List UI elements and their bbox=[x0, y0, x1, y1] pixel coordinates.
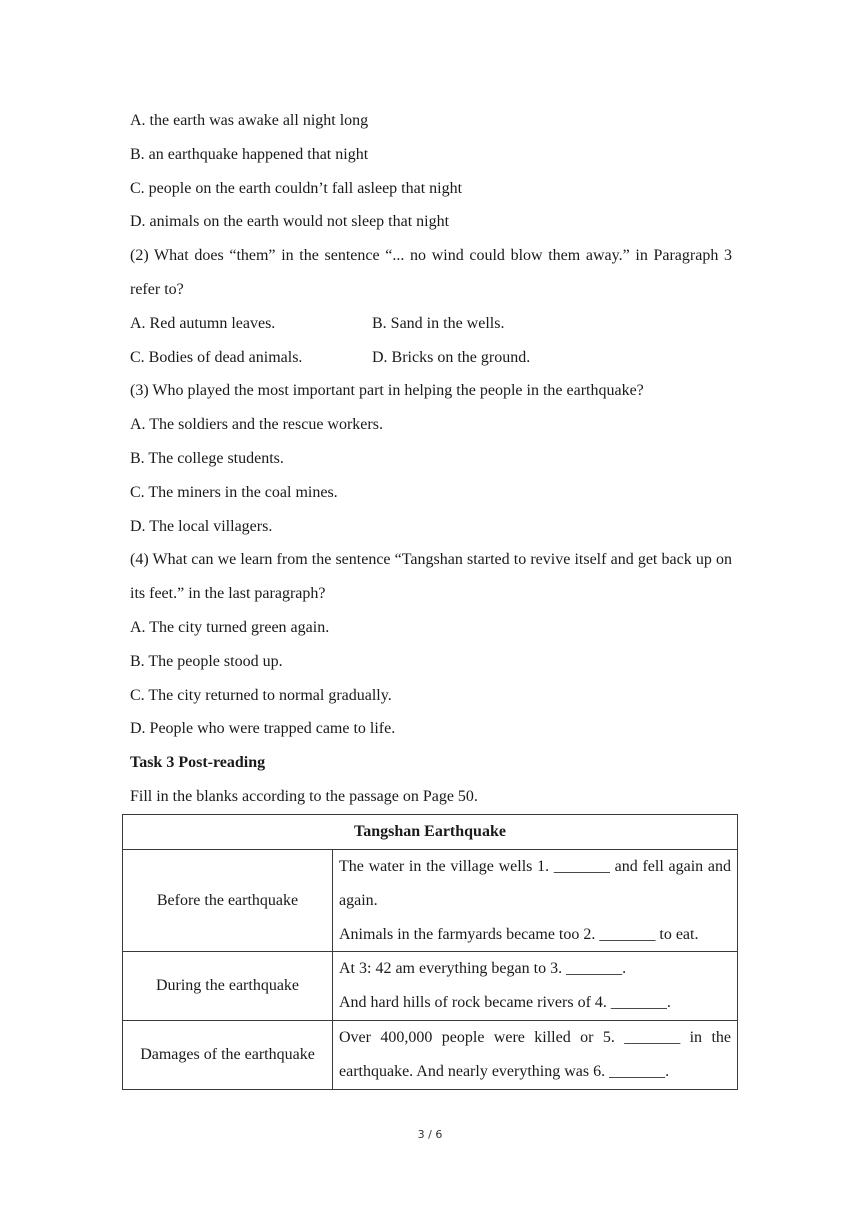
q2-option-d: D. Bricks on the ground. bbox=[372, 348, 531, 366]
q3-option-a: A. The soldiers and the rescue workers. bbox=[130, 416, 383, 434]
table-row bbox=[123, 952, 738, 1021]
q2-option-a: A. Red autumn leaves. bbox=[130, 314, 276, 332]
table-row bbox=[123, 850, 738, 952]
q2-options-row1 bbox=[130, 307, 732, 341]
table-header-row bbox=[123, 815, 738, 850]
table-row bbox=[123, 1020, 738, 1089]
q2-options-row2 bbox=[130, 341, 732, 375]
blank-line: The water in the village wells 1. _______ and fell again and again. bbox=[339, 858, 731, 909]
q2-option-b: B. Sand in the wells. bbox=[372, 314, 505, 332]
q4-option-c: C. The city returned to normal gradually. bbox=[130, 686, 392, 704]
q3-option-c: C. The miners in the coal mines. bbox=[130, 483, 338, 501]
q1-option-b: B. an earthquake happened that night bbox=[130, 145, 369, 163]
row-label-damages: Damages of the earthquake bbox=[123, 1020, 333, 1089]
blank-line: Animals in the farmyards became too 2. _______ to eat. bbox=[339, 925, 699, 943]
row-content-during bbox=[333, 952, 738, 1021]
blank-line: At 3: 42 am everything began to 3. _______. bbox=[339, 960, 627, 978]
earthquake-table bbox=[122, 814, 738, 1090]
page-number: 3 / 6 bbox=[417, 1128, 443, 1141]
q3-option-b: B. The college students. bbox=[130, 449, 284, 467]
q1-option-c: C. people on the earth couldn’t fall asleep that night bbox=[130, 179, 463, 197]
row-content-damages bbox=[333, 1020, 738, 1089]
q4-option-d: D. People who were trapped came to life. bbox=[130, 720, 396, 738]
q1-option-d: D. animals on the earth would not sleep that night bbox=[130, 213, 450, 231]
blank-line: Over 400,000 people were killed or 5. _______ in the earthquake. And nearly everything was 6. _______. bbox=[339, 1028, 731, 1080]
row-content-before bbox=[333, 850, 738, 952]
q3-option-d: D. The local villagers. bbox=[130, 517, 273, 535]
q4-option-a: A. The city turned green again. bbox=[130, 618, 330, 636]
q4-option-b: B. The people stood up. bbox=[130, 652, 283, 670]
row-label-before: Before the earthquake bbox=[123, 850, 333, 952]
document-body bbox=[130, 104, 732, 814]
q2-option-c: C. Bodies of dead animals. bbox=[130, 348, 303, 366]
row-label-during: During the earthquake bbox=[123, 952, 333, 1021]
task3-instruction: Fill in the blanks according to the passage on Page 50. bbox=[130, 787, 478, 805]
blank-line: And hard hills of rock became rivers of 4. _______. bbox=[339, 994, 671, 1012]
q3-question: (3) Who played the most important part in helping the people in the earthquake? bbox=[130, 382, 644, 400]
q4-question: (4) What can we learn from the sentence “Tangshan started to revive itself and get back up on its feet.” in the last paragraph? bbox=[130, 551, 732, 603]
table-title: Tangshan Earthquake bbox=[123, 815, 738, 850]
q1-option-a: A. the earth was awake all night long bbox=[130, 112, 369, 129]
task3-heading: Task 3 Post-reading bbox=[130, 754, 266, 772]
q2-question: (2) What does “them” in the sentence “... no wind could blow them away.” in Paragraph 3 refer to? bbox=[130, 247, 732, 298]
